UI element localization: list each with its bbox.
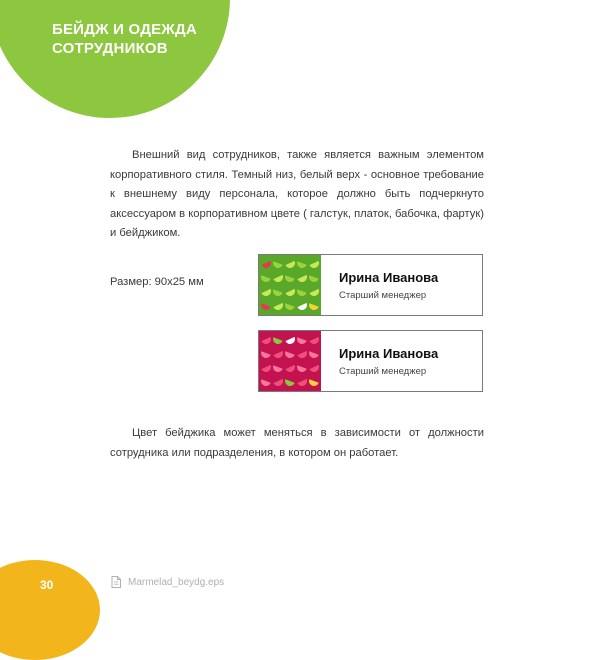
marmalade-pattern-icon <box>259 255 321 315</box>
page-number: 30 <box>40 578 54 592</box>
header-accent-circle <box>0 0 230 118</box>
note-paragraph <box>110 424 484 463</box>
footer-accent-circle <box>0 560 100 660</box>
badge-size-label: Размер: 90х25 мм <box>110 276 204 288</box>
badge-employee-role: Старший менеджер <box>339 290 427 301</box>
badge-employee-name: Ирина Иванова <box>339 270 439 285</box>
badge-crimson <box>258 330 483 392</box>
badge-pattern-crimson <box>259 331 321 391</box>
source-file-name: Marmelad_beydg.eps <box>128 577 225 588</box>
badge-employee-name: Ирина Иванова <box>339 346 439 361</box>
marmalade-pattern-icon <box>259 331 321 391</box>
note-text: Цвет бейджика может меняться в зависимости от должности сотрудника или подразделения, в котором он работает. <box>110 427 484 459</box>
document-icon <box>111 576 121 588</box>
page-title-line-1: БЕЙДЖ И ОДЕЖДА <box>52 21 197 38</box>
page-title <box>52 20 222 58</box>
badge-green <box>258 254 483 316</box>
intro-text: Внешний вид сотрудников, также является важным элементом корпоративного стиля. Темный низ, белый верх - основное требование к внешнему виду персонала, которое должно быть подчеркнуто аксессуаром в корпоративном цвете ( галстук, платок, бабочка, фартук) и бейджиком. <box>110 149 484 239</box>
intro-paragraph <box>110 146 484 244</box>
badge-pattern-green <box>259 255 321 315</box>
page-title-line-2: СОТРУДНИКОВ <box>52 40 168 57</box>
badge-employee-role: Старший менеджер <box>339 366 427 377</box>
